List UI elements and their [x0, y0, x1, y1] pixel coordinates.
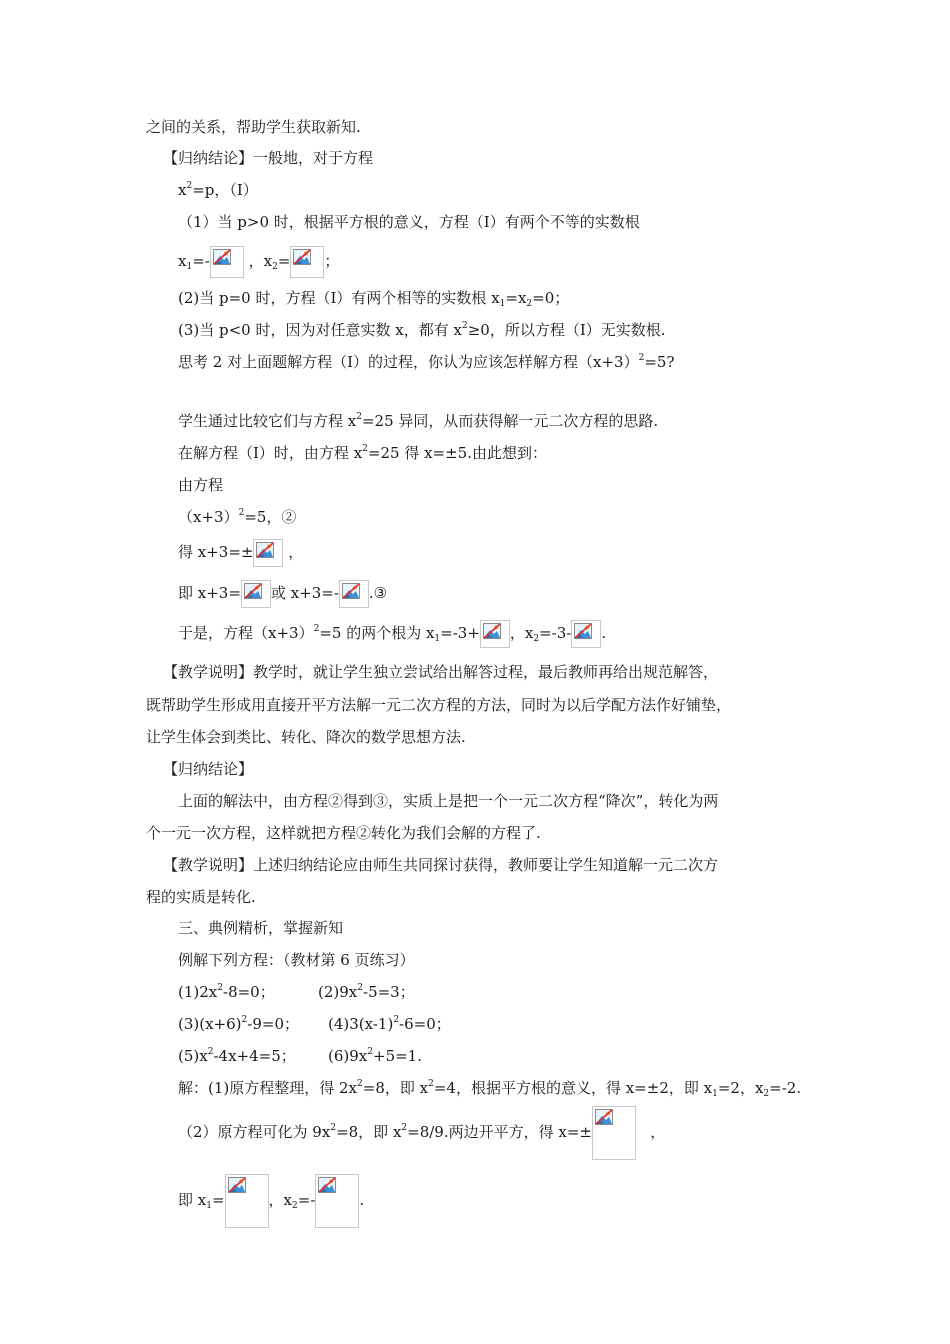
text-line: 即 x+3= 或 x+3=- .③: [178, 578, 387, 608]
text-line: 既帮助学生形成用直接开平方法解一元二次方程的方法，同时为以后学配方法作好铺垫，: [146, 696, 732, 714]
text-line: 即 $x_1=$ ，$x_2=-$ .: [178, 1172, 364, 1228]
exercise-item: $(4)3(x-1)^2-6=0$；: [328, 1015, 451, 1033]
text-line: 在解方程（Ⅰ）时，由方程 $x^2=25$ 得 x=±5.由此想到：: [178, 444, 547, 462]
text-line: 得 x+3=± ，: [178, 536, 303, 568]
broken-image-icon: [592, 1106, 636, 1160]
text-line: 【教学说明】上述归纳结论应由师生共同探讨获得，教师要让学生知道解一元二次方: [163, 856, 719, 874]
text-line: 上面的解法中，由方程②得到③，实质上是把一个一元二次方程“降次”，转化为两: [178, 792, 719, 810]
text-line: $x^2=p$，（Ⅰ）: [178, 181, 258, 199]
text-line: 【教学说明】教学时，就让学生独立尝试给出解答过程，最后教师再给出规范解答，: [163, 663, 719, 681]
broken-image-icon: [210, 246, 244, 278]
text-line: (2)当 p=0 时，方程（Ⅰ）有两个相等的实数根 $x_1=x_2=0$；: [178, 289, 570, 309]
text-line: 个一元一次方程，这样就把方程②转化为我们会解的方程了.: [146, 824, 541, 842]
text-line: 程的实质是转化.: [146, 888, 256, 906]
broken-image-icon: [290, 246, 324, 278]
text-line: 【归纳结论】一般地，对于方程: [163, 149, 374, 167]
broken-image-icon: [339, 580, 369, 608]
exercise-item: $(5)x^2-4x+4=5$；: [178, 1047, 296, 1065]
text-line: 【归纳结论】: [163, 760, 254, 778]
text-line: 于是，方程$(x+3)^2=5$ 的两个根为 $x_1=-3+$ ，$x_2=-3-$ .: [178, 618, 606, 648]
text-line: $x_1=-$ ，$x_2=$ ；: [178, 244, 339, 278]
exercise-item: $(3)(x+6)^2-9=0$；: [178, 1015, 299, 1033]
text-line: (3)当 p<0 时，因为对任意实数 x，都有 $x^2\ge 0$，所以方程（Ⅰ）无实数根.: [178, 321, 666, 339]
section-heading: 三、典例精析，掌握新知: [178, 919, 344, 937]
broken-image-icon: [225, 1174, 269, 1228]
broken-image-icon: [315, 1174, 359, 1228]
text-line: （1）当 p>0 时，根据平方根的意义，方程（Ⅰ）有两个不等的实数根: [178, 213, 640, 231]
broken-image-icon: [571, 620, 601, 648]
text-line: 由方程: [178, 476, 224, 494]
text-line: 让学生体会到类比、转化、降次的数学思想方法.: [146, 728, 466, 746]
broken-image-icon: [480, 620, 510, 648]
text-line: 之间的关系，帮助学生获取新知.: [146, 118, 361, 136]
exercise-item: $(1)2x^2-8=0$；: [178, 983, 275, 1001]
text-line: （2）原方程可化为 $9x^2=8$，即 $x^2=8/9$.两边开平方，得 x=± ，: [178, 1104, 665, 1160]
text-line: $(x+3)^2=5$，②: [178, 508, 297, 526]
exercise-item: $(6)9x^2+5=1$.: [328, 1047, 422, 1065]
text-line: 例解下列方程：（教材第 6 页练习）: [178, 951, 415, 969]
text-line: 学生通过比较它们与方程 $x^2=25$ 异同，从而获得解一元二次方程的思路.: [178, 412, 659, 430]
text-line: 思考 2 对上面题解方程（Ⅰ）的过程，你认为应该怎样解方程$(x+3)^2=5$?: [178, 353, 675, 371]
broken-image-icon: [241, 580, 271, 608]
text-line: 解：(1)原方程整理，得 $2x^2=8$，即 $x^2=4$，根据平方根的意义，得 x=±2，即 $x_1=2$，$x_2=-2$.: [178, 1079, 802, 1099]
broken-image-icon: [253, 539, 283, 567]
exercise-item: $(2)9x^2-5=3$；: [318, 983, 415, 1001]
